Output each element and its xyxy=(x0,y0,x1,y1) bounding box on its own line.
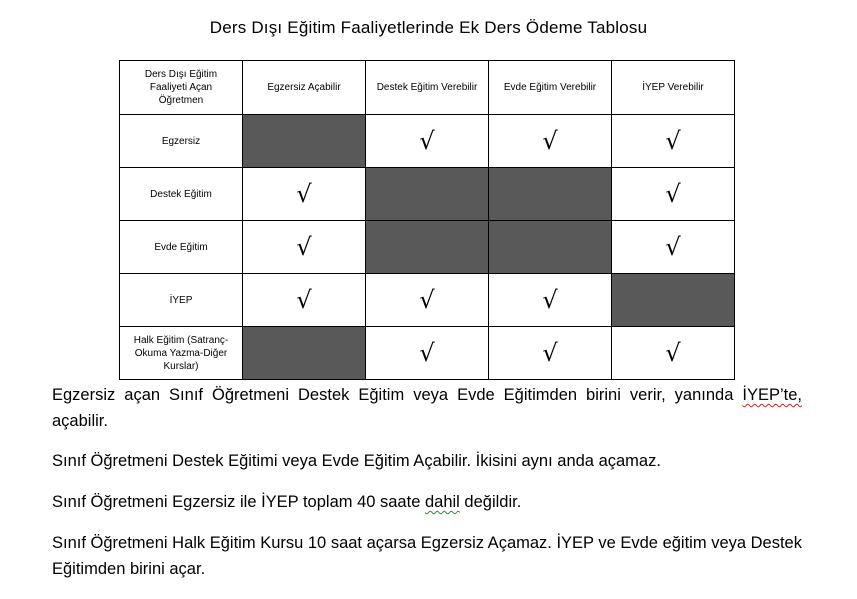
column-header-label: Evde Eğitim Verebilir xyxy=(503,82,597,93)
check-mark-icon: √ xyxy=(665,232,681,261)
check-mark-icon: √ xyxy=(542,338,558,367)
column-header-label: Egzersiz Açabilir xyxy=(267,82,341,93)
check-cell xyxy=(489,274,612,327)
spellcheck-flagged-word: İYEP’te, xyxy=(742,386,802,404)
check-mark-icon: √ xyxy=(296,232,312,261)
column-header-label: Destek Eğitim Verebilir xyxy=(376,82,478,93)
check-cell xyxy=(612,221,735,274)
column-header xyxy=(243,61,366,115)
shaded-cell xyxy=(243,115,366,168)
row-label-cell xyxy=(120,274,243,327)
table-row xyxy=(120,274,735,327)
row-label-cell xyxy=(120,221,243,274)
corner-header-text: Ders Dışı Eğitim Faaliyeti Açan Öğretmen xyxy=(144,69,218,106)
shaded-cell xyxy=(489,168,612,221)
check-mark-icon: √ xyxy=(665,338,681,367)
column-header xyxy=(612,61,735,115)
corner-header-cell xyxy=(120,61,243,115)
note-text: Sınıf Öğretmeni Halk Eğitim Kursu 10 saat açarsa Egzersiz Açamaz. İYEP ve Evde eğitim veya Destek Eğitimden birini açar. xyxy=(52,534,802,578)
column-header xyxy=(489,61,612,115)
row-label: Destek Eğitim xyxy=(150,188,212,200)
check-mark-icon: √ xyxy=(665,179,681,208)
table-row xyxy=(120,168,735,221)
check-cell xyxy=(366,327,489,380)
check-mark-icon: √ xyxy=(419,285,435,314)
check-cell xyxy=(612,168,735,221)
shaded-cell xyxy=(612,274,735,327)
note-text: Sınıf Öğretmeni Destek Eğitimi veya Evde Eğitim Açabilir. İkisini aynı anda açamaz. xyxy=(52,452,661,470)
row-label: Evde Eğitim xyxy=(154,241,208,253)
check-cell xyxy=(366,274,489,327)
shaded-cell xyxy=(366,168,489,221)
row-label-cell xyxy=(120,327,243,380)
table-row xyxy=(120,221,735,274)
check-cell xyxy=(489,327,612,380)
grammar-flagged-word: dahil xyxy=(424,493,460,511)
note-text: Sınıf Öğretmeni Egzersiz ile İYEP toplam 40 saate xyxy=(52,493,425,511)
note-paragraph xyxy=(52,448,802,474)
row-label: İYEP xyxy=(169,294,193,306)
column-header xyxy=(366,61,489,115)
notes-section xyxy=(52,382,802,597)
check-mark-icon: √ xyxy=(419,338,435,367)
check-mark-icon: √ xyxy=(296,285,312,314)
note-text: değildir. xyxy=(459,493,522,511)
table-row xyxy=(120,327,735,380)
check-mark-icon: √ xyxy=(296,179,312,208)
column-header-label: İYEP Verebilir xyxy=(642,82,704,93)
row-label: Halk Eğitim (Satranç-Okuma Yazma-Diğer Kurslar) xyxy=(133,334,229,372)
row-label-cell xyxy=(120,115,243,168)
note-paragraph xyxy=(52,530,802,582)
shaded-cell xyxy=(366,221,489,274)
table-header-row xyxy=(120,61,735,115)
check-cell xyxy=(243,221,366,274)
row-label-cell xyxy=(120,168,243,221)
note-text: açabilir. xyxy=(52,412,108,430)
note-paragraph xyxy=(52,382,802,434)
document-title: Ders Dışı Eğitim Faaliyetlerinde Ek Ders Ödeme Tablosu xyxy=(209,18,648,37)
check-cell xyxy=(243,168,366,221)
note-text: Egzersiz açan Sınıf Öğretmeni Destek Eğitim veya Evde Eğitimden birini verir, yanında xyxy=(52,386,743,404)
row-label: Egzersiz xyxy=(161,135,201,147)
shaded-cell xyxy=(489,221,612,274)
table-row xyxy=(120,115,735,168)
check-cell xyxy=(366,115,489,168)
shaded-cell xyxy=(243,327,366,380)
check-mark-icon: √ xyxy=(665,126,681,155)
check-cell xyxy=(612,327,735,380)
check-mark-icon: √ xyxy=(542,285,558,314)
check-cell xyxy=(612,115,735,168)
check-cell xyxy=(489,115,612,168)
check-mark-icon: √ xyxy=(542,126,558,155)
note-paragraph xyxy=(52,489,802,515)
payment-table xyxy=(119,60,735,380)
check-cell xyxy=(243,274,366,327)
check-mark-icon: √ xyxy=(419,126,435,155)
